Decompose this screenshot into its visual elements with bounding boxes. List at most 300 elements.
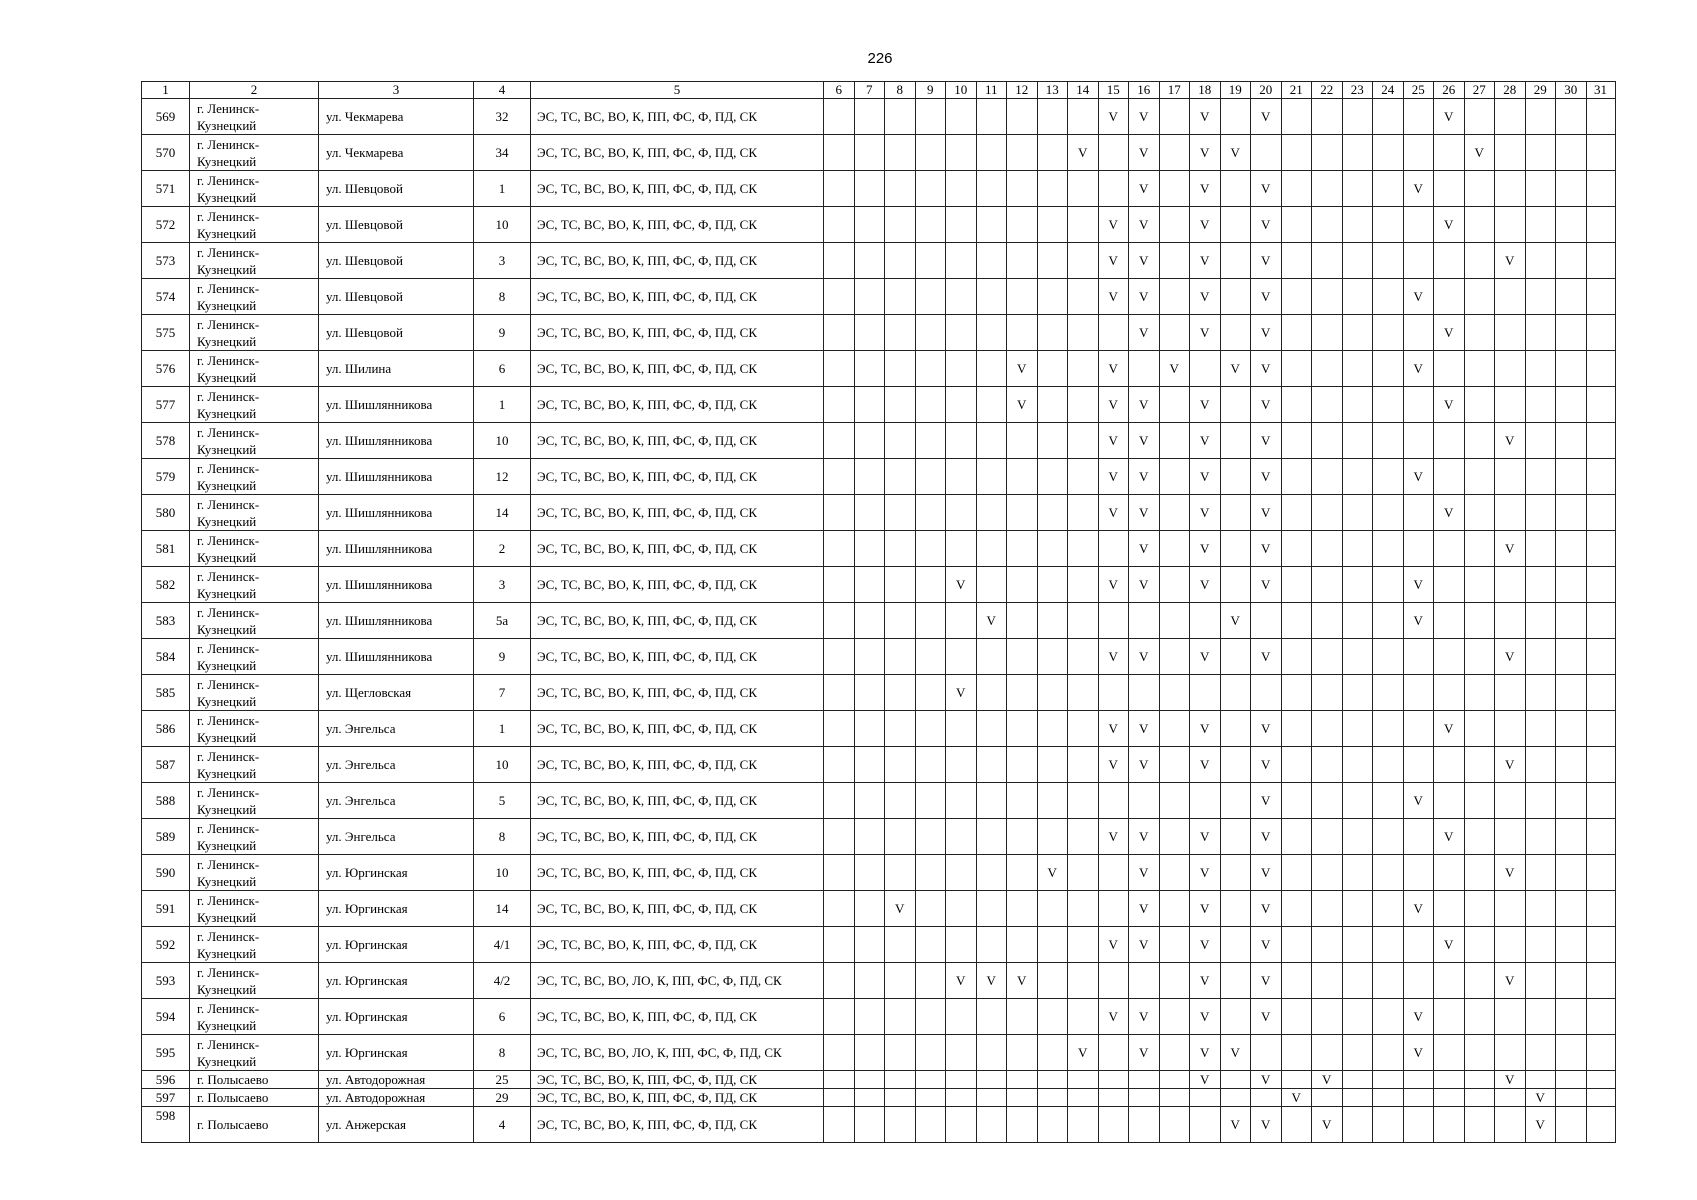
empty-mark-cell [1159, 1107, 1190, 1143]
empty-mark-cell [1281, 711, 1312, 747]
empty-mark-cell [824, 747, 855, 783]
check-mark: V [1129, 531, 1160, 567]
empty-mark-cell [1495, 1107, 1526, 1143]
check-mark: V [1098, 99, 1129, 135]
empty-mark-cell [885, 855, 916, 891]
city-cell: г. Ленинск-Кузнецкий [190, 351, 319, 387]
empty-mark-cell [1464, 495, 1495, 531]
check-mark: V [946, 963, 977, 999]
empty-mark-cell [824, 495, 855, 531]
column-number-header: 4 [474, 82, 531, 99]
check-mark: V [1251, 531, 1282, 567]
empty-mark-cell [1007, 819, 1038, 855]
empty-mark-cell [1464, 423, 1495, 459]
house-number-cell: 1 [474, 171, 531, 207]
house-number-cell: 8 [474, 1035, 531, 1071]
empty-mark-cell [1495, 351, 1526, 387]
check-mark: V [1190, 747, 1221, 783]
empty-mark-cell [854, 747, 885, 783]
row-number: 579 [142, 459, 190, 495]
empty-mark-cell [1525, 675, 1556, 711]
empty-mark-cell [976, 171, 1007, 207]
street-cell: ул. Энгельса [319, 783, 474, 819]
empty-mark-cell [1159, 963, 1190, 999]
row-number: 590 [142, 855, 190, 891]
resources-cell: ЭС, ТС, ВС, ВО, К, ПП, ФС, Ф, ПД, СК [531, 423, 824, 459]
empty-mark-cell [1495, 315, 1526, 351]
column-number-header: 9 [915, 82, 946, 99]
empty-mark-cell [1007, 747, 1038, 783]
row-number: 578 [142, 423, 190, 459]
empty-mark-cell [976, 387, 1007, 423]
empty-mark-cell [1434, 243, 1465, 279]
empty-mark-cell [1342, 531, 1373, 567]
table-row [142, 495, 1616, 531]
check-mark: V [1129, 315, 1160, 351]
empty-mark-cell [885, 927, 916, 963]
resources-cell: ЭС, ТС, ВС, ВО, ЛО, К, ПП, ФС, Ф, ПД, СК [531, 963, 824, 999]
empty-mark-cell [1312, 999, 1343, 1035]
empty-mark-cell [1434, 1089, 1465, 1107]
row-number: 591 [142, 891, 190, 927]
empty-mark-cell [1220, 747, 1251, 783]
empty-mark-cell [1159, 459, 1190, 495]
empty-mark-cell [1129, 963, 1160, 999]
resources-cell: ЭС, ТС, ВС, ВО, К, ПП, ФС, Ф, ПД, СК [531, 675, 824, 711]
empty-mark-cell [885, 531, 916, 567]
empty-mark-cell [1159, 1035, 1190, 1071]
empty-mark-cell [1220, 279, 1251, 315]
check-mark: V [1129, 387, 1160, 423]
empty-mark-cell [1464, 243, 1495, 279]
empty-mark-cell [976, 1089, 1007, 1107]
empty-mark-cell [885, 315, 916, 351]
check-mark: V [1403, 567, 1434, 603]
empty-mark-cell [976, 99, 1007, 135]
empty-mark-cell [1495, 99, 1526, 135]
empty-mark-cell [1037, 171, 1068, 207]
check-mark: V [1098, 567, 1129, 603]
check-mark: V [976, 963, 1007, 999]
empty-mark-cell [1434, 567, 1465, 603]
row-number: 573 [142, 243, 190, 279]
resources-cell: ЭС, ТС, ВС, ВО, К, ПП, ФС, Ф, ПД, СК [531, 783, 824, 819]
empty-mark-cell [1281, 243, 1312, 279]
empty-mark-cell [1403, 315, 1434, 351]
check-mark: V [1190, 459, 1221, 495]
empty-mark-cell [1220, 171, 1251, 207]
city-cell: г. Ленинск-Кузнецкий [190, 459, 319, 495]
table-row [142, 207, 1616, 243]
empty-mark-cell [976, 135, 1007, 171]
empty-mark-cell [1129, 603, 1160, 639]
table-row [142, 171, 1616, 207]
empty-mark-cell [1434, 999, 1465, 1035]
table-row [142, 747, 1616, 783]
empty-mark-cell [885, 747, 916, 783]
check-mark: V [1251, 855, 1282, 891]
empty-mark-cell [1586, 243, 1615, 279]
empty-mark-cell [946, 315, 977, 351]
empty-mark-cell [885, 1089, 916, 1107]
empty-mark-cell [1434, 963, 1465, 999]
empty-mark-cell [1068, 99, 1099, 135]
check-mark: V [1495, 531, 1526, 567]
resources-cell: ЭС, ТС, ВС, ВО, К, ПП, ФС, Ф, ПД, СК [531, 531, 824, 567]
empty-mark-cell [946, 351, 977, 387]
empty-mark-cell [1464, 1107, 1495, 1143]
empty-mark-cell [976, 567, 1007, 603]
empty-mark-cell [1281, 891, 1312, 927]
empty-mark-cell [854, 315, 885, 351]
column-number-header: 12 [1007, 82, 1038, 99]
empty-mark-cell [854, 1071, 885, 1089]
empty-mark-cell [1525, 711, 1556, 747]
empty-mark-cell [1556, 963, 1587, 999]
empty-mark-cell [1037, 1107, 1068, 1143]
empty-mark-cell [1586, 99, 1615, 135]
empty-mark-cell [915, 531, 946, 567]
street-cell: ул. Щегловская [319, 675, 474, 711]
check-mark: V [1190, 927, 1221, 963]
empty-mark-cell [915, 279, 946, 315]
row-number: 570 [142, 135, 190, 171]
empty-mark-cell [1434, 531, 1465, 567]
empty-mark-cell [1281, 675, 1312, 711]
empty-mark-cell [1312, 927, 1343, 963]
house-number-cell: 1 [474, 387, 531, 423]
house-number-cell: 34 [474, 135, 531, 171]
empty-mark-cell [1220, 207, 1251, 243]
city-cell: г. Ленинск-Кузнецкий [190, 675, 319, 711]
empty-mark-cell [1281, 819, 1312, 855]
row-number: 584 [142, 639, 190, 675]
empty-mark-cell [854, 711, 885, 747]
house-number-cell: 9 [474, 639, 531, 675]
check-mark: V [1098, 207, 1129, 243]
empty-mark-cell [1464, 747, 1495, 783]
empty-mark-cell [1159, 747, 1190, 783]
check-mark: V [1190, 855, 1221, 891]
empty-mark-cell [1098, 1089, 1129, 1107]
house-number-cell: 8 [474, 279, 531, 315]
house-number-cell: 32 [474, 99, 531, 135]
empty-mark-cell [1464, 567, 1495, 603]
empty-mark-cell [1556, 1107, 1587, 1143]
empty-mark-cell [1373, 819, 1404, 855]
empty-mark-cell [1525, 135, 1556, 171]
empty-mark-cell [1068, 351, 1099, 387]
empty-mark-cell [1556, 351, 1587, 387]
empty-mark-cell [854, 171, 885, 207]
check-mark: V [1403, 783, 1434, 819]
empty-mark-cell [1037, 351, 1068, 387]
empty-mark-cell [1159, 135, 1190, 171]
check-mark: V [1251, 639, 1282, 675]
empty-mark-cell [1007, 171, 1038, 207]
empty-mark-cell [1312, 711, 1343, 747]
column-number-header: 13 [1037, 82, 1068, 99]
empty-mark-cell [1007, 99, 1038, 135]
empty-mark-cell [885, 999, 916, 1035]
empty-mark-cell [1007, 1089, 1038, 1107]
empty-mark-cell [915, 1107, 946, 1143]
empty-mark-cell [1312, 135, 1343, 171]
empty-mark-cell [1556, 603, 1587, 639]
empty-mark-cell [824, 99, 855, 135]
column-number-header: 7 [854, 82, 885, 99]
empty-mark-cell [1251, 675, 1282, 711]
empty-mark-cell [1281, 603, 1312, 639]
empty-mark-cell [1098, 855, 1129, 891]
empty-mark-cell [1373, 783, 1404, 819]
resources-cell: ЭС, ТС, ВС, ВО, К, ПП, ФС, Ф, ПД, СК [531, 243, 824, 279]
empty-mark-cell [1068, 999, 1099, 1035]
empty-mark-cell [1434, 423, 1465, 459]
empty-mark-cell [1068, 567, 1099, 603]
empty-mark-cell [1068, 207, 1099, 243]
row-number: 586 [142, 711, 190, 747]
empty-mark-cell [1342, 315, 1373, 351]
empty-mark-cell [1159, 387, 1190, 423]
resources-cell: ЭС, ТС, ВС, ВО, К, ПП, ФС, Ф, ПД, СК [531, 207, 824, 243]
empty-mark-cell [915, 927, 946, 963]
empty-mark-cell [1281, 315, 1312, 351]
column-number-header: 14 [1068, 82, 1099, 99]
empty-mark-cell [1129, 351, 1160, 387]
empty-mark-cell [885, 135, 916, 171]
empty-mark-cell [1403, 963, 1434, 999]
empty-mark-cell [976, 1071, 1007, 1089]
check-mark: V [1434, 495, 1465, 531]
empty-mark-cell [915, 207, 946, 243]
empty-mark-cell [1159, 783, 1190, 819]
empty-mark-cell [1068, 279, 1099, 315]
check-mark: V [1098, 711, 1129, 747]
empty-mark-cell [1586, 279, 1615, 315]
street-cell: ул. Шевцовой [319, 279, 474, 315]
empty-mark-cell [1373, 459, 1404, 495]
empty-mark-cell [1495, 495, 1526, 531]
check-mark: V [1434, 99, 1465, 135]
empty-mark-cell [1464, 963, 1495, 999]
empty-mark-cell [1007, 567, 1038, 603]
empty-mark-cell [885, 675, 916, 711]
empty-mark-cell [1312, 531, 1343, 567]
empty-mark-cell [1037, 603, 1068, 639]
street-cell: ул. Шишлянникова [319, 531, 474, 567]
empty-mark-cell [1525, 747, 1556, 783]
street-cell: ул. Шилина [319, 351, 474, 387]
check-mark: V [1129, 99, 1160, 135]
empty-mark-cell [854, 675, 885, 711]
page-number: 226 [867, 50, 893, 67]
empty-mark-cell [1373, 1035, 1404, 1071]
check-mark: V [1068, 135, 1099, 171]
empty-mark-cell [854, 963, 885, 999]
empty-mark-cell [1464, 639, 1495, 675]
empty-mark-cell [1037, 1089, 1068, 1107]
empty-mark-cell [1586, 963, 1615, 999]
empty-mark-cell [1159, 99, 1190, 135]
city-cell: г. Ленинск-Кузнецкий [190, 99, 319, 135]
row-number: 589 [142, 819, 190, 855]
empty-mark-cell [1525, 279, 1556, 315]
check-mark: V [1129, 999, 1160, 1035]
check-mark: V [1190, 711, 1221, 747]
check-mark: V [1129, 495, 1160, 531]
column-number-header: 16 [1129, 82, 1160, 99]
empty-mark-cell [1068, 675, 1099, 711]
empty-mark-cell [1525, 783, 1556, 819]
city-cell: г. Ленинск-Кузнецкий [190, 531, 319, 567]
check-mark: V [1251, 243, 1282, 279]
empty-mark-cell [915, 819, 946, 855]
check-mark: V [1220, 603, 1251, 639]
check-mark: V [1098, 243, 1129, 279]
empty-mark-cell [824, 351, 855, 387]
empty-mark-cell [1586, 999, 1615, 1035]
empty-mark-cell [1373, 675, 1404, 711]
empty-mark-cell [885, 207, 916, 243]
empty-mark-cell [824, 783, 855, 819]
empty-mark-cell [854, 855, 885, 891]
empty-mark-cell [1525, 531, 1556, 567]
check-mark: V [976, 603, 1007, 639]
empty-mark-cell [1525, 1035, 1556, 1071]
empty-mark-cell [1403, 1089, 1434, 1107]
check-mark: V [1403, 891, 1434, 927]
empty-mark-cell [1586, 423, 1615, 459]
empty-mark-cell [1068, 747, 1099, 783]
check-mark: V [1403, 351, 1434, 387]
house-number-cell: 29 [474, 1089, 531, 1107]
empty-mark-cell [946, 279, 977, 315]
empty-mark-cell [1556, 855, 1587, 891]
check-mark: V [1098, 999, 1129, 1035]
empty-mark-cell [1373, 747, 1404, 783]
resources-cell: ЭС, ТС, ВС, ВО, К, ПП, ФС, Ф, ПД, СК [531, 171, 824, 207]
empty-mark-cell [946, 423, 977, 459]
empty-mark-cell [1068, 927, 1099, 963]
column-number-header: 18 [1190, 82, 1221, 99]
empty-mark-cell [1068, 459, 1099, 495]
empty-mark-cell [854, 891, 885, 927]
check-mark: V [1251, 963, 1282, 999]
empty-mark-cell [1159, 495, 1190, 531]
city-cell: г. Ленинск-Кузнецкий [190, 999, 319, 1035]
empty-mark-cell [1159, 243, 1190, 279]
empty-mark-cell [854, 1035, 885, 1071]
table-row [142, 351, 1616, 387]
empty-mark-cell [1342, 819, 1373, 855]
empty-mark-cell [1251, 1089, 1282, 1107]
street-cell: ул. Энгельса [319, 747, 474, 783]
table-row [142, 819, 1616, 855]
empty-mark-cell [1373, 387, 1404, 423]
empty-mark-cell [1037, 243, 1068, 279]
empty-mark-cell [1403, 207, 1434, 243]
empty-mark-cell [1586, 531, 1615, 567]
empty-mark-cell [1586, 387, 1615, 423]
check-mark: V [1495, 747, 1526, 783]
empty-mark-cell [854, 639, 885, 675]
empty-mark-cell [1312, 99, 1343, 135]
column-number-header: 5 [531, 82, 824, 99]
house-number-cell: 10 [474, 423, 531, 459]
empty-mark-cell [1068, 603, 1099, 639]
check-mark: V [1251, 495, 1282, 531]
empty-mark-cell [1373, 855, 1404, 891]
empty-mark-cell [1098, 783, 1129, 819]
empty-mark-cell [946, 747, 977, 783]
empty-mark-cell [1464, 1089, 1495, 1107]
empty-mark-cell [824, 1089, 855, 1107]
empty-mark-cell [824, 243, 855, 279]
empty-mark-cell [915, 675, 946, 711]
empty-mark-cell [1312, 495, 1343, 531]
empty-mark-cell [1464, 711, 1495, 747]
check-mark: V [1403, 1035, 1434, 1071]
check-mark: V [1098, 639, 1129, 675]
city-cell: г. Ленинск-Кузнецкий [190, 423, 319, 459]
empty-mark-cell [976, 459, 1007, 495]
empty-mark-cell [885, 603, 916, 639]
city-cell: г. Ленинск-Кузнецкий [190, 207, 319, 243]
empty-mark-cell [976, 531, 1007, 567]
empty-mark-cell [1525, 891, 1556, 927]
empty-mark-cell [1312, 819, 1343, 855]
empty-mark-cell [885, 459, 916, 495]
empty-mark-cell [1586, 315, 1615, 351]
empty-mark-cell [946, 135, 977, 171]
house-number-cell: 14 [474, 891, 531, 927]
check-mark: V [1434, 819, 1465, 855]
empty-mark-cell [1007, 639, 1038, 675]
check-mark: V [1220, 351, 1251, 387]
empty-mark-cell [1068, 531, 1099, 567]
check-mark: V [1495, 243, 1526, 279]
empty-mark-cell [1586, 351, 1615, 387]
empty-mark-cell [1037, 675, 1068, 711]
row-number: 571 [142, 171, 190, 207]
empty-mark-cell [946, 999, 977, 1035]
empty-mark-cell [1068, 819, 1099, 855]
empty-mark-cell [1373, 279, 1404, 315]
empty-mark-cell [1373, 927, 1404, 963]
empty-mark-cell [1068, 639, 1099, 675]
check-mark: V [1251, 423, 1282, 459]
city-cell: г. Ленинск-Кузнецкий [190, 1035, 319, 1071]
empty-mark-cell [1495, 279, 1526, 315]
house-number-cell: 14 [474, 495, 531, 531]
empty-mark-cell [1556, 99, 1587, 135]
empty-mark-cell [976, 819, 1007, 855]
empty-mark-cell [1556, 135, 1587, 171]
empty-mark-cell [1525, 603, 1556, 639]
street-cell: ул. Автодорожная [319, 1071, 474, 1089]
empty-mark-cell [1251, 135, 1282, 171]
check-mark: V [1403, 603, 1434, 639]
check-mark: V [1251, 1071, 1282, 1089]
empty-mark-cell [1403, 639, 1434, 675]
empty-mark-cell [976, 243, 1007, 279]
check-mark: V [1403, 459, 1434, 495]
table-row [142, 135, 1616, 171]
empty-mark-cell [1373, 999, 1404, 1035]
empty-mark-cell [1037, 279, 1068, 315]
empty-mark-cell [885, 783, 916, 819]
